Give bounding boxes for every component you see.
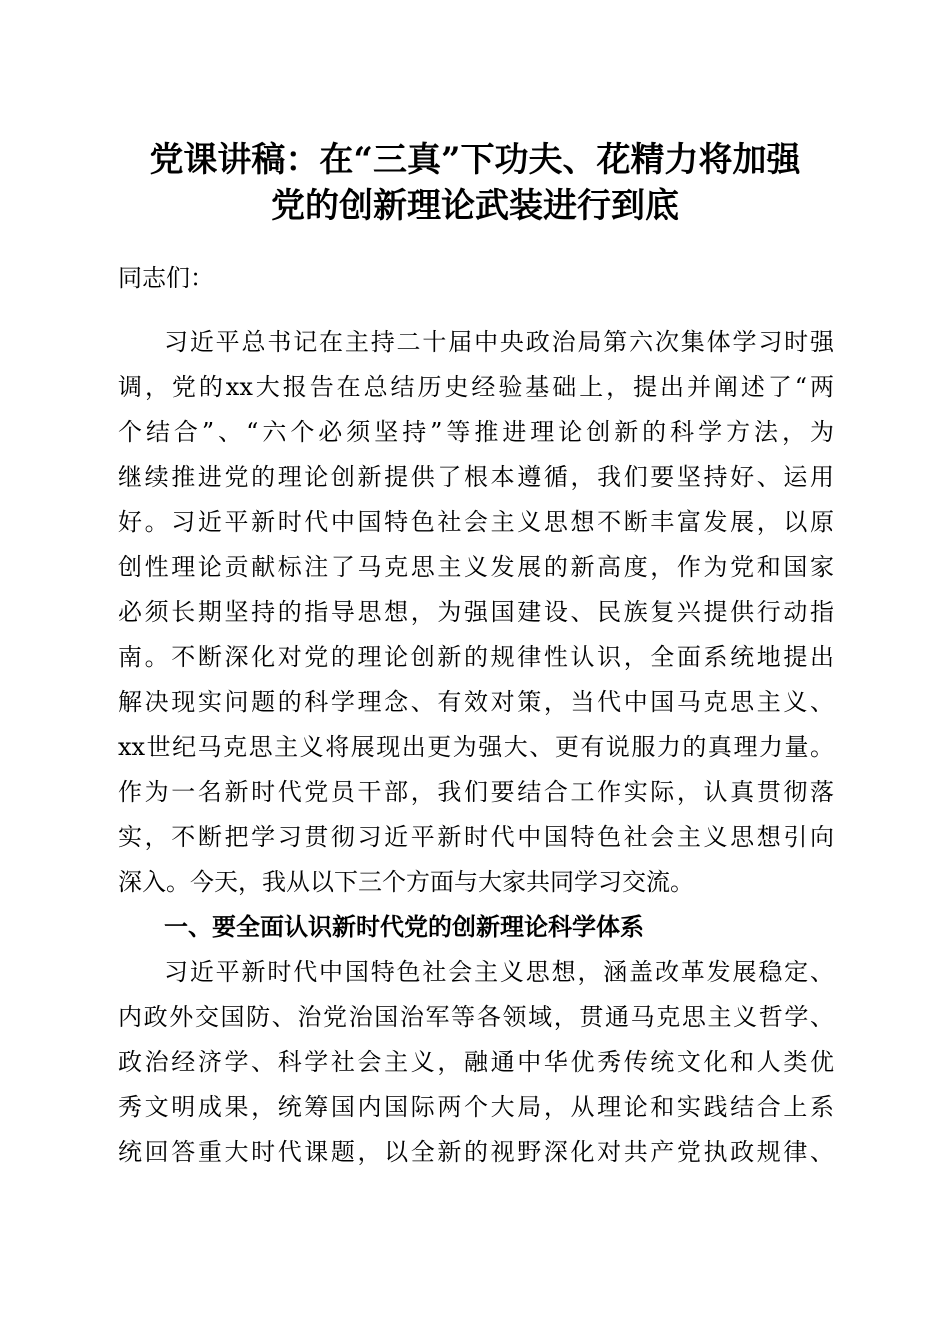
- paragraph-line: 习近平新时代中国特色社会主义思想，涵盖改革发展稳定、: [164, 958, 834, 986]
- paragraph-line: 秀文明成果，统筹国内国际两个大局，从理论和实践结合上系: [118, 1093, 834, 1121]
- paragraph-line: 必须长期坚持的指导思想，为强国建设、民族复兴提供行动指: [118, 598, 834, 626]
- paragraph-line: 继续推进党的理论创新提供了根本遵循，我们要坚持好、运用: [118, 463, 834, 491]
- paragraph-line: 内政外交国防、治党治国治军等各领域，贯通马克思主义哲学、: [118, 1003, 834, 1031]
- paragraph-line: 统回答重大时代课题，以全新的视野深化对共产党执政规律、: [118, 1138, 834, 1166]
- paragraph-line: 个结合”、“六个必须坚持”等推进理论创新的科学方法，为: [118, 418, 834, 446]
- paragraph-line: 习近平总书记在主持二十届中央政治局第六次集体学习时强: [164, 328, 834, 356]
- paragraph-line: 实，不断把学习贯彻习近平新时代中国特色社会主义思想引向: [118, 823, 834, 851]
- paragraph-line: 好。习近平新时代中国特色社会主义思想不断丰富发展，以原: [118, 508, 834, 536]
- paragraph-line: 解决现实问题的科学理念、有效对策，当代中国马克思主义、: [118, 688, 834, 716]
- paragraph-line: 深入。今天，我从以下三个方面与大家共同学习交流。: [118, 868, 694, 896]
- paragraph-line: 南。不断深化对党的理论创新的规律性认识，全面系统地提出: [118, 643, 834, 671]
- section-heading: 一、要全面认识新时代党的创新理论科学体系: [164, 913, 644, 941]
- paragraph-line: xx世纪马克思主义将展现出更为强大、更有说服力的真理力量。: [118, 733, 834, 761]
- paragraph-line: 创性理论贡献标注了马克思主义发展的新高度，作为党和国家: [118, 553, 834, 581]
- paragraph-line: 作为一名新时代党员干部，我们要结合工作实际，认真贯彻落: [118, 778, 834, 806]
- paragraph-line: 政治经济学、科学社会主义，融通中华优秀传统文化和人类优: [118, 1048, 834, 1076]
- salutation: 同志们：: [118, 264, 214, 292]
- document-title-line-1: 党课讲稿：在“三真”下功夫、花精力将加强: [149, 140, 801, 180]
- document-title-line-2: 党的创新理论武装进行到底: [271, 186, 679, 226]
- paragraph-line: 调，党的xx大报告在总结历史经验基础上，提出并阐述了“两: [118, 373, 834, 401]
